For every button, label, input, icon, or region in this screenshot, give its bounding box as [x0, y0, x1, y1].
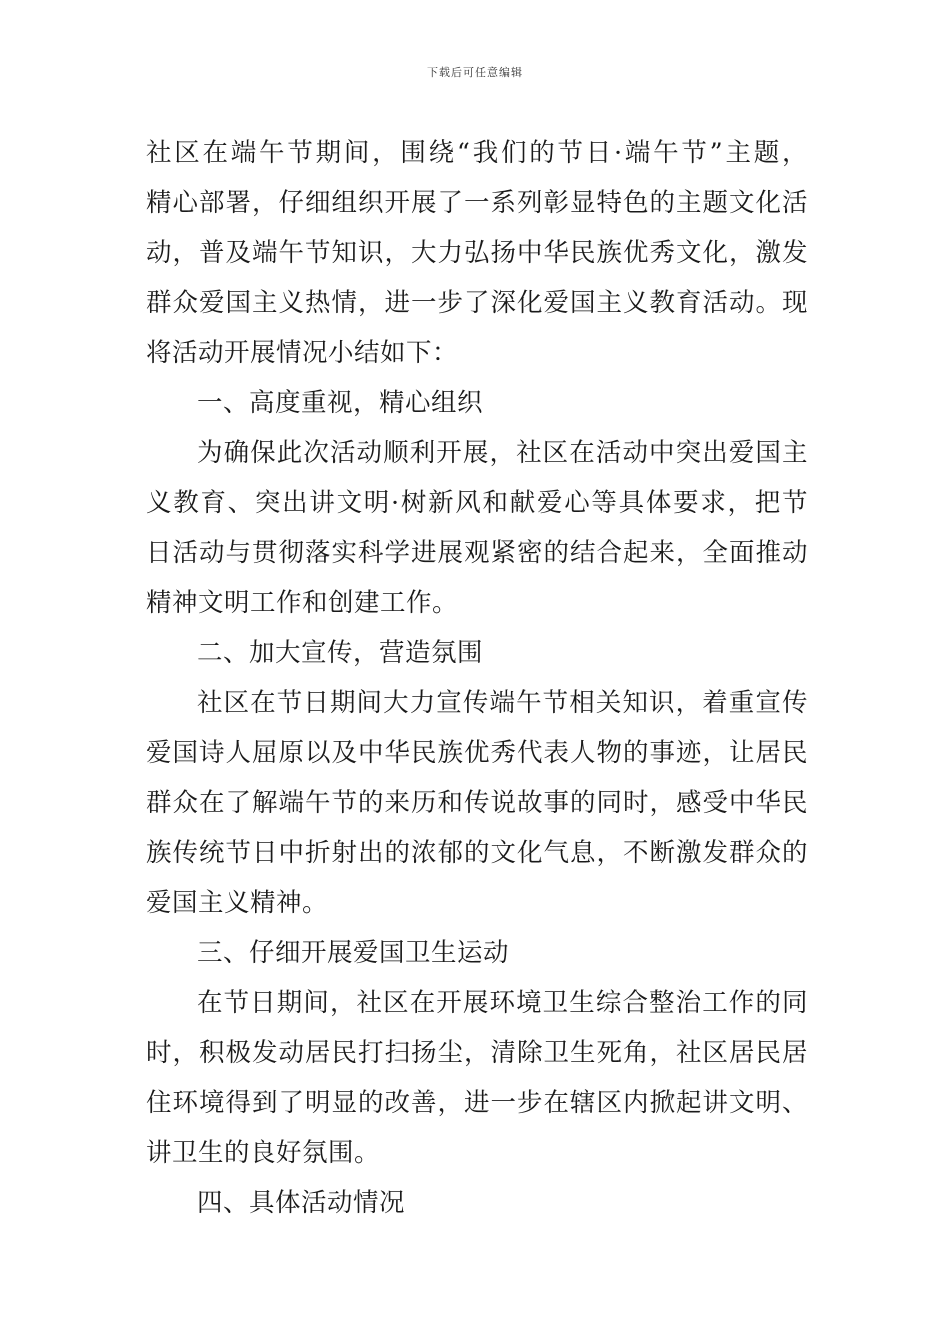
document-body [146, 128, 808, 1228]
section2-line-3: 群众在了解端午节的来历和传说故事的同时，感受中华民 [146, 788, 808, 818]
intro-line-2: 精心部署，仔细组织开展了一系列彰显特色的主题文化活 [146, 188, 808, 218]
section-heading-1: 一、高度重视，精心组织 [197, 388, 484, 418]
section2-line-2: 爱国诗人屈原以及中华民族优秀代表人物的事迹，让居民 [146, 738, 808, 768]
section1-line-3: 日活动与贯彻落实科学进展观紧密的结合起来，全面推动 [146, 538, 808, 568]
section3-line-2: 时，积极发动居民打扫扬尘，清除卫生死角，社区居民居 [146, 1038, 808, 1068]
intro-line-4: 群众爱国主义热情，进一步了深化爱国主义教育活动。现 [146, 288, 808, 318]
section2-line-5: 爱国主义精神。 [146, 888, 329, 918]
section-heading-4: 四、具体活动情况 [197, 1188, 406, 1218]
section3-line-3: 住环境得到了明显的改善，进一步在辖区内掀起讲文明、 [146, 1088, 808, 1118]
section1-line-2: 义教育、突出讲文明·树新风和献爱心等具体要求，把节 [146, 488, 808, 518]
section2-line-1: 社区在节日期间大力宣传端午节相关知识，着重宣传 [197, 688, 808, 718]
intro-line-1: 社区在端午节期间，围绕“我们的节日·端午节”主题， [146, 138, 808, 168]
intro-line-3: 动，普及端午节知识，大力弘扬中华民族优秀文化，激发 [146, 238, 808, 268]
section-heading-3: 三、仔细开展爱国卫生运动 [197, 938, 510, 968]
section-heading-2: 二、加大宣传，营造氛围 [197, 638, 484, 668]
header-note: 下载后可任意编辑 [427, 66, 523, 79]
section3-line-1: 在节日期间，社区在开展环境卫生综合整治工作的同 [197, 988, 808, 1018]
section1-line-1: 为确保此次活动顺利开展，社区在活动中突出爱国主 [197, 438, 808, 468]
section3-line-4: 讲卫生的良好氛围。 [146, 1138, 381, 1168]
intro-line-5: 将活动开展情况小结如下： [146, 338, 459, 368]
section2-line-4: 族传统节日中折射出的浓郁的文化气息，不断激发群众的 [146, 838, 808, 868]
section1-line-4: 精神文明工作和创建工作。 [146, 588, 459, 618]
